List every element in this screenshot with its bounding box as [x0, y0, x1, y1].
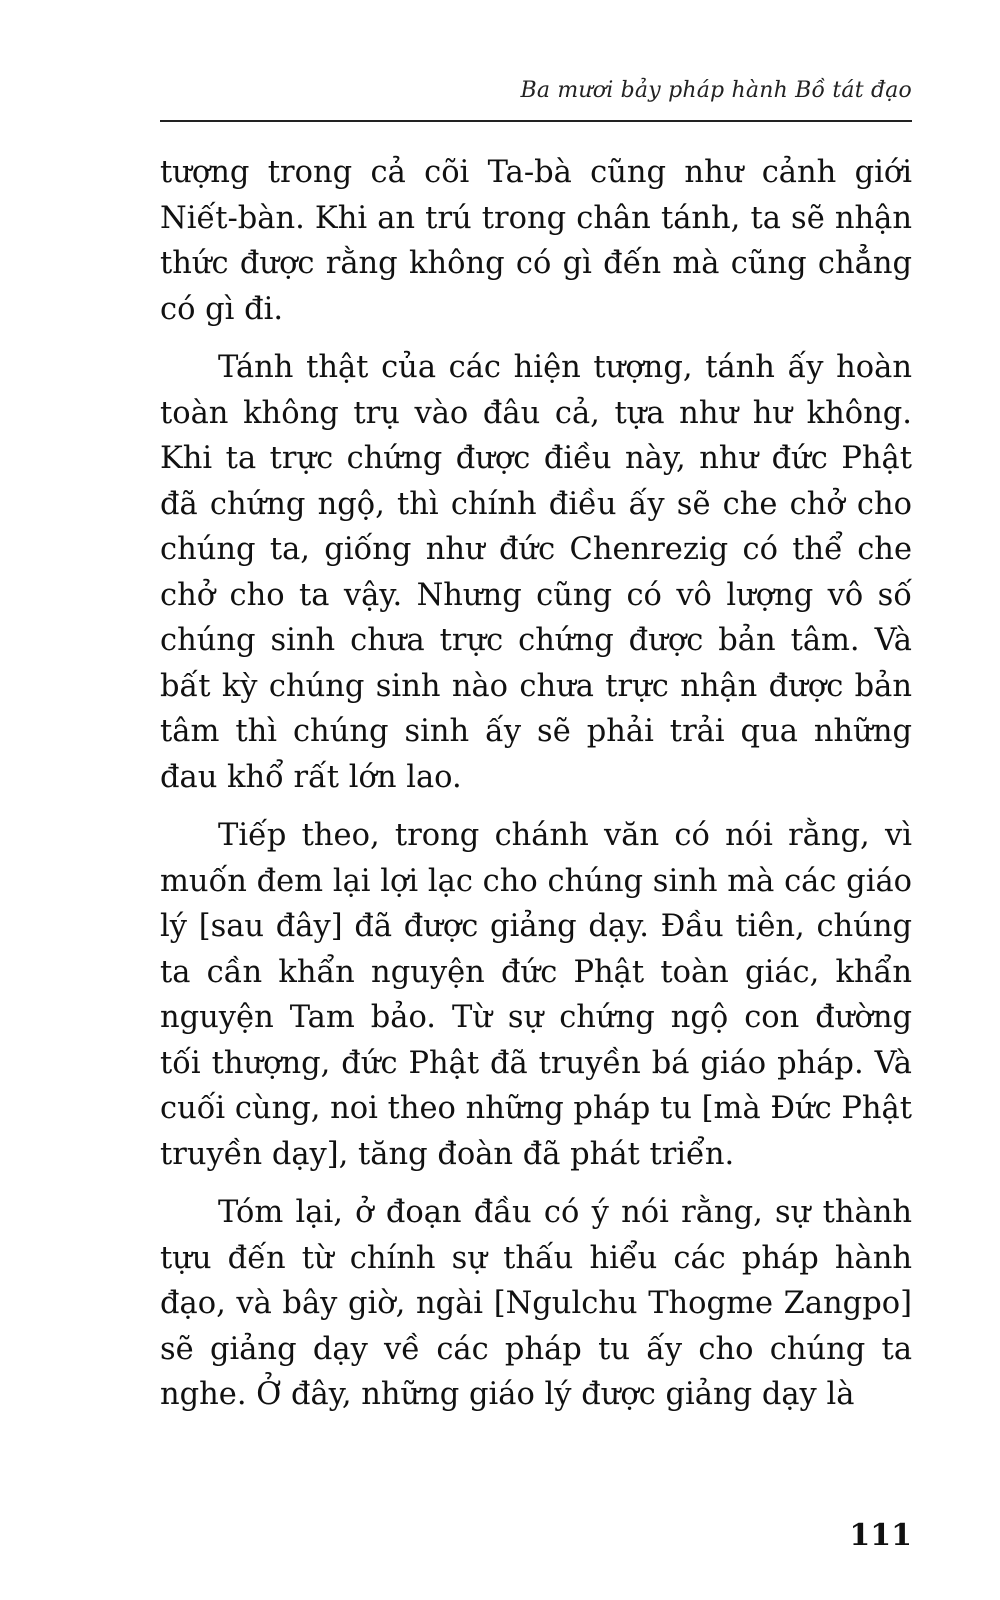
paragraph: Tánh thật của các hiện tượng, tánh ấy hoàn toàn không trụ vào đâu cả, tựa như hư không. Khi ta trực chứng được điều này, như đức Phật đã chứng ngộ, thì chính điều ấy sẽ che chở cho chúng ta, giống như đức Chenrezig có thể che chở cho ta vậy. Nhưng cũng có vô lượng vô số chúng sinh chưa trực chứng được bản tâm. Và bất kỳ chúng sinh nào chưa trực nhận được bản tâm thì chúng sinh ấy sẽ phải trải qua những đau khổ rất lớn lao. [160, 350, 912, 795]
page-number: 111 [849, 1518, 912, 1553]
paragraph: Tiếp theo, trong chánh văn có nói rằng, vì muốn đem lại lợi lạc cho chúng sinh mà các giáo lý [sau đây] đã được giảng dạy. Đầu tiên, chúng ta cần khẩn nguyện đức Phật toàn giác, khẩn nguyện Tam bảo. Từ sự chứng ngộ con đường tối thượng, đức Phật đã truyền bá giáo pháp. Và cuối cùng, noi theo những pháp tu [mà Đức Phật truyền dạy], tăng đoàn đã phát triển. [160, 818, 912, 1172]
body-text [160, 150, 912, 1431]
running-header: Ba mươi bảy pháp hành Bồ tát đạo [520, 78, 912, 103]
paragraph: Tóm lại, ở đoạn đầu có ý nói rằng, sự thành tựu đến từ chính sự thấu hiểu các pháp hành đạo, và bây giờ, ngài [Ngulchu Thogme Zangpo] sẽ giảng dạy về các pháp tu ấy cho chúng ta nghe. Ở đây, những giáo lý được giảng dạy là [160, 1195, 912, 1412]
paragraph-continued: tượng trong cả cõi Ta-bà cũng như cảnh giới Niết-bàn. Khi an trú trong chân tánh, ta sẽ nhận thức được rằng không có gì đến mà cũng chẳng có gì đi. [160, 155, 912, 327]
header-rule [160, 120, 912, 122]
